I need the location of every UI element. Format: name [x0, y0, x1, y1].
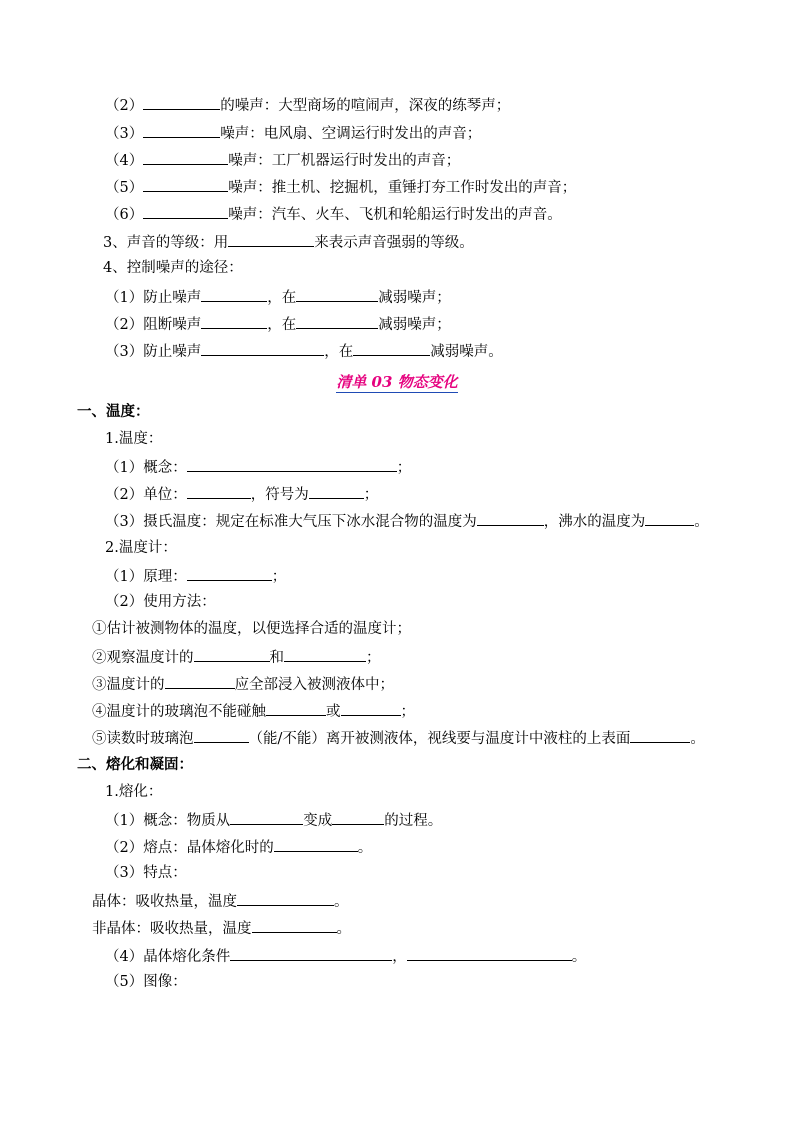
fill-blank[interactable]	[630, 727, 690, 743]
line-text: ；	[271, 569, 287, 585]
item-number: （4）	[105, 153, 144, 169]
control-item-3	[105, 340, 503, 362]
fill-blank[interactable]	[201, 286, 267, 302]
fill-blank[interactable]	[187, 483, 251, 499]
temperature-unit	[105, 483, 378, 505]
fill-blank[interactable]	[353, 340, 430, 356]
line-text: ，沸水的温度为	[543, 514, 646, 530]
line-text: 来表示声音强弱的等级。	[314, 235, 474, 251]
melting-concept	[105, 809, 442, 831]
fill-blank[interactable]	[165, 673, 235, 689]
fill-blank[interactable]	[407, 945, 572, 961]
item-number: （3）	[105, 126, 144, 142]
control-item-1	[105, 286, 451, 308]
temperature-celsius	[105, 510, 709, 532]
melting-crystal	[92, 890, 349, 912]
usage-step-3	[92, 673, 394, 695]
usage-step-2	[92, 646, 381, 668]
fill-blank[interactable]	[230, 945, 392, 961]
fill-blank[interactable]	[143, 149, 228, 165]
line-text: 。	[334, 894, 349, 910]
fill-blank[interactable]	[230, 809, 303, 825]
thermometer-usage: （2）使用方法：	[105, 594, 216, 610]
fill-blank[interactable]	[645, 510, 694, 526]
fill-blank[interactable]	[274, 836, 358, 852]
noise-item-4	[105, 149, 460, 171]
fill-blank[interactable]	[252, 917, 337, 933]
item-text: 噪声：汽车、火车、飞机和轮船运行时发出的声音。	[228, 207, 562, 223]
fill-blank[interactable]	[194, 646, 270, 662]
melting-noncrystal	[92, 917, 351, 939]
line-text: ，	[392, 949, 407, 965]
item-text: 噪声：电风扇、空调运行时发出的声音；	[220, 126, 482, 142]
control-item-2	[105, 313, 451, 335]
line-text: （1）概念：	[105, 460, 187, 476]
fill-blank[interactable]	[201, 340, 324, 356]
fill-blank[interactable]	[296, 286, 378, 302]
line-text: 。	[336, 921, 351, 937]
line-text: （3）防止噪声	[105, 344, 202, 360]
fill-blank[interactable]	[194, 727, 249, 743]
line-text: （4）晶体熔化条件	[105, 949, 231, 965]
fill-blank[interactable]	[332, 809, 384, 825]
temperature-sub1: 1.温度：	[105, 431, 163, 447]
noise-item-6	[105, 203, 562, 225]
section-heading	[0, 371, 794, 393]
fill-blank[interactable]	[201, 313, 267, 329]
line-text: 减弱噪声。	[430, 344, 503, 360]
fill-blank[interactable]	[143, 122, 220, 138]
noise-item-2	[105, 94, 510, 116]
line-text: 的过程。	[384, 813, 443, 829]
thermometer-principle	[105, 565, 286, 587]
line-text: 或	[326, 704, 341, 720]
line-text: 3、声音的等级：用	[103, 235, 229, 251]
melting-features: （3）特点：	[105, 865, 187, 881]
item-text: 噪声：工厂机器运行时发出的声音；	[228, 153, 461, 169]
line-text: 应全部浸入被测液体中；	[234, 677, 394, 693]
line-text: ；	[366, 650, 381, 666]
fill-blank[interactable]	[143, 176, 228, 192]
item-number: （5）	[105, 180, 144, 196]
melting-point	[105, 836, 372, 858]
fill-blank[interactable]	[187, 456, 397, 472]
fill-blank[interactable]	[284, 646, 366, 662]
fill-blank[interactable]	[143, 203, 228, 219]
line-text: （1）防止噪声	[105, 290, 202, 306]
line-text: 非晶体：吸收热量，温度	[92, 921, 252, 937]
line-text: ④温度计的玻璃泡不能碰触	[92, 704, 266, 720]
thermometer-sub2: 2.温度计：	[105, 540, 177, 556]
section-heading-text: 清单 03 物态变化	[336, 373, 458, 391]
usage-step-5	[92, 727, 705, 749]
usage-step-1: ①估计被测物体的温度，以便选择合适的温度计；	[92, 621, 411, 637]
line-text: （3）摄氏温度：规定在标准大气压下冰水混合物的温度为	[105, 514, 477, 530]
fill-blank[interactable]	[237, 890, 334, 906]
line-text: （1）原理：	[105, 569, 187, 585]
line-text: 和	[269, 650, 284, 666]
line-text: ②观察温度计的	[92, 650, 194, 666]
line-text: ，在	[267, 317, 297, 333]
item-text: 噪声：推土机、挖掘机，重锤打夯工作时发出的声音；	[228, 180, 577, 196]
line-text: ，在	[267, 290, 297, 306]
item-number: （6）	[105, 207, 144, 223]
fill-blank[interactable]	[228, 231, 314, 247]
melting-sub1: 1.熔化：	[105, 784, 163, 800]
fill-blank[interactable]	[266, 700, 326, 716]
line-text: （2）阻断噪声	[105, 317, 202, 333]
noise-item-5	[105, 176, 576, 198]
line-text: 减弱噪声；	[378, 290, 451, 306]
fill-blank[interactable]	[296, 313, 378, 329]
line-text: 。	[357, 840, 373, 856]
temperature-title: 一、温度：	[77, 404, 150, 420]
item-number: （2）	[105, 98, 144, 114]
line-text: ⑤读数时玻璃泡	[92, 731, 194, 747]
line-text: 变成	[303, 813, 333, 829]
line-text: ；	[396, 460, 412, 476]
control-title: 4、控制噪声的途径：	[103, 260, 243, 276]
line-text: （2）单位：	[105, 487, 187, 503]
line-text: 减弱噪声；	[378, 317, 451, 333]
line-text: 晶体：吸收热量，温度	[92, 894, 237, 910]
line-text: （2）熔点：晶体熔化时的	[105, 840, 274, 856]
fill-blank[interactable]	[143, 94, 220, 110]
line-text: （1）概念：物质从	[105, 813, 231, 829]
item-text: 的噪声：大型商场的喧闹声，深夜的练琴声；	[220, 98, 511, 114]
line-text: 。	[690, 731, 705, 747]
fill-blank[interactable]	[341, 700, 401, 716]
line-text: 。	[571, 949, 587, 965]
melting-graph: （5）图像：	[105, 974, 187, 990]
sound-level-line	[103, 231, 474, 253]
fill-blank[interactable]	[477, 510, 544, 526]
line-text: ；	[400, 704, 415, 720]
melting-condition	[105, 945, 586, 967]
line-text: 。	[694, 514, 709, 530]
melting-title: 二、熔化和凝固：	[77, 757, 193, 773]
line-text: ；	[363, 487, 379, 503]
fill-blank[interactable]	[187, 565, 272, 581]
fill-blank[interactable]	[309, 483, 364, 499]
line-text: （能/不能）离开被测液体，视线要与温度计中液柱的上表面	[248, 731, 631, 747]
line-text: ③温度计的	[92, 677, 165, 693]
noise-item-3	[105, 122, 481, 144]
line-text: ，在	[324, 344, 354, 360]
temperature-concept	[105, 456, 411, 478]
line-text: ，符号为	[250, 487, 309, 503]
usage-step-4	[92, 700, 415, 722]
